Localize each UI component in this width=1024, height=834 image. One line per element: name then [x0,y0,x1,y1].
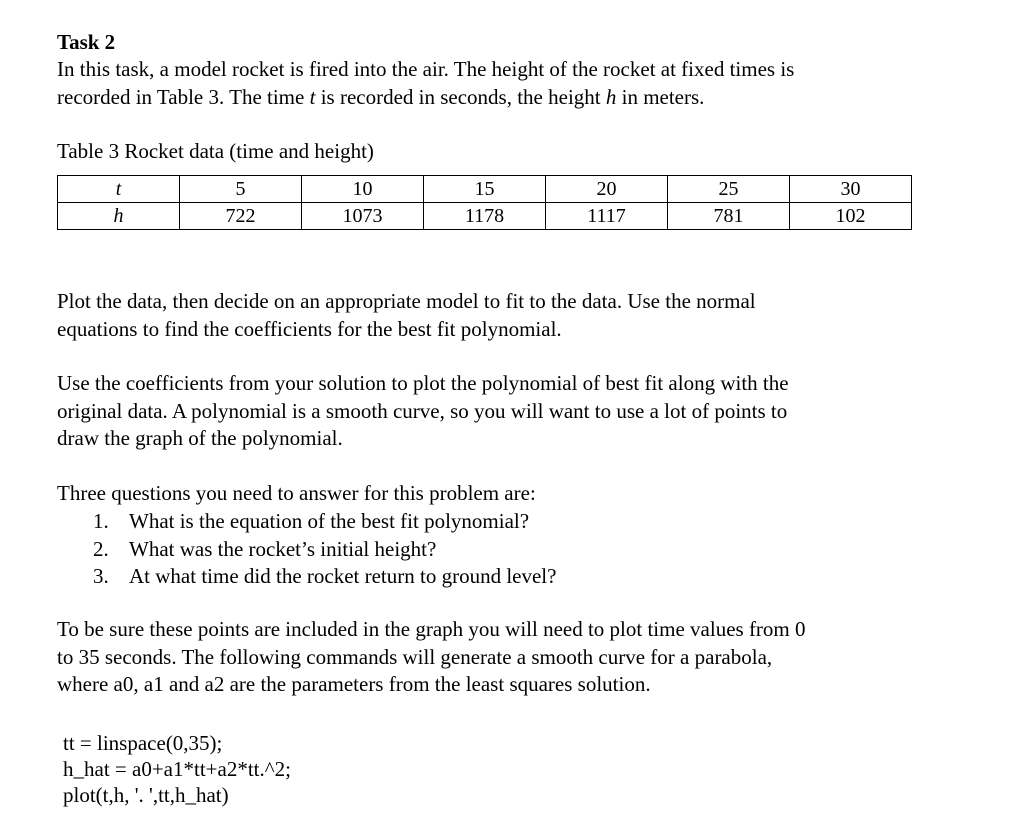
question-text: What is the equation of the best fit polynomial? [129,509,530,533]
closing-line-1: To be sure these points are included in the graph you will need to plot time values from 0 [57,617,806,641]
questions-list [93,508,556,591]
table-cell: 1178 [424,203,546,230]
question-text: At what time did the rocket return to ground level? [129,564,557,588]
table-cell: 30 [790,176,912,203]
table-cell: 5 [180,176,302,203]
table-cell: 20 [546,176,668,203]
table-row-label: t [58,176,180,203]
intro-paragraph [57,56,794,111]
closing-line-3: where a0, a1 and a2 are the parameters from the least squares solution. [57,672,651,696]
intro-line-1: In this task, a model rocket is fired into the air. The height of the rocket at fixed times is [57,57,795,81]
question-number: 1. [93,509,109,533]
rocket-data-table [57,175,912,230]
table-cell: 10 [302,176,424,203]
coef-line-1: Use the coefficients from your solution to plot the polynomial of best fit along with the [57,371,789,395]
code-line-1: tt = linspace(0,35); [63,731,223,755]
table-row-time [58,176,912,203]
plot-paragraph [57,288,756,343]
table-cell: 102 [790,203,912,230]
table-caption: Table 3 Rocket data (time and height) [57,139,374,163]
intro-line-2c: in meters. [616,84,705,109]
list-item [93,563,556,591]
table-cell: 781 [668,203,790,230]
coef-line-2: original data. A polynomial is a smooth curve, so you will want to use a lot of points to [57,398,788,423]
table-cell: 25 [668,176,790,203]
coefficients-paragraph [57,370,789,453]
code-line-3: plot(t,h, '. ',tt,h_hat) [63,783,229,807]
plot-line-1: Plot the data, then decide on an appropriate model to fit to the data. Use the normal [57,289,756,313]
question-number: 3. [93,564,109,588]
list-item [93,536,556,564]
closing-line-2: to 35 seconds. The following commands will generate a smooth curve for a parabola, [57,644,773,669]
questions-intro: Three questions you need to answer for this problem are: [57,481,536,505]
table-cell: 1073 [302,203,424,230]
intro-var-t: t [309,84,316,109]
table-cell: 722 [180,203,302,230]
intro-line-2a: recorded in Table 3. The time [57,84,310,109]
intro-line-2b: is recorded in seconds, the height [315,84,606,109]
code-block [63,730,291,808]
closing-paragraph [57,616,806,699]
table-row-label: h [58,203,180,230]
plot-line-2: equations to find the coefficients for the best fit polynomial. [57,316,562,341]
task-title: Task 2 [57,30,116,54]
table-row-height [58,203,912,230]
table-cell: 15 [424,176,546,203]
table-cell: 1117 [546,203,668,230]
list-item [93,508,556,536]
question-number: 2. [93,536,109,561]
code-line-2: h_hat = a0+a1*tt+a2*tt.^2; [63,757,291,781]
question-text: What was the rocket’s initial height? [129,536,437,561]
intro-var-h: h [605,84,617,109]
coef-line-3: draw the graph of the polynomial. [57,426,343,450]
